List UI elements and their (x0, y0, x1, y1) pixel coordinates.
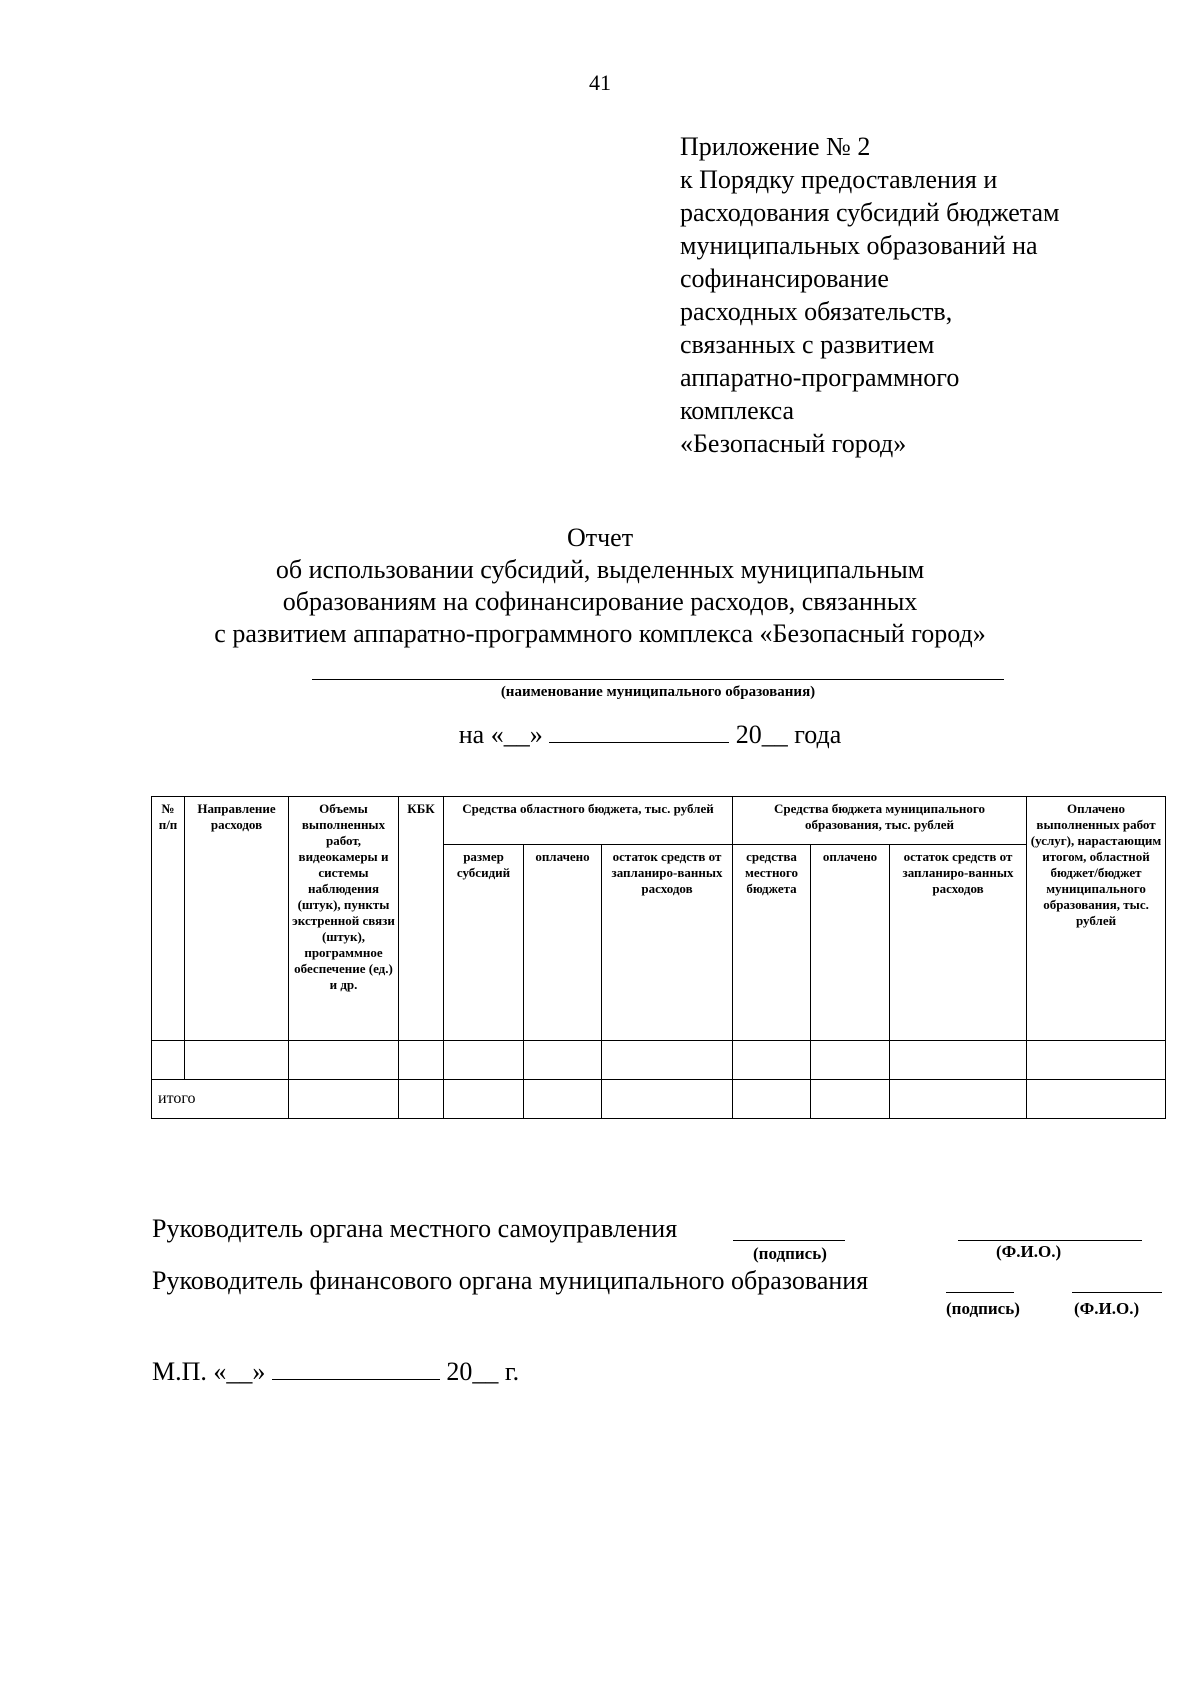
report-title-line: об использовании субсидий, выделенных муниципальным (275, 555, 925, 584)
header-direction: Направление расходов (185, 797, 289, 1041)
table-cell[interactable] (524, 1080, 602, 1119)
header-paid-total: Оплачено выполненных работ (услуг), нарастающим итогом, областной бюджет/бюджет муниципального образования, тыс. рублей (1027, 797, 1166, 1041)
header-volumes: Объемы выполненных работ, видеокамеры и системы наблюдения (штук), пункты экстренной связи (штук), программное обеспечение (ед.) и др. (289, 797, 399, 1041)
table-cell[interactable] (602, 1041, 733, 1080)
header-municipal-group: Средства бюджета муниципального образования, тыс. рублей (733, 797, 1027, 845)
report-title-line: Отчет (566, 523, 634, 552)
signature-head-local-label: Руководитель органа местного самоуправления (152, 1214, 678, 1243)
appendix-block (680, 130, 1059, 460)
table-cell[interactable] (890, 1080, 1027, 1119)
stamp-year: 20__ г. (446, 1357, 520, 1386)
table-cell[interactable] (733, 1041, 811, 1080)
report-date-line (0, 718, 1200, 750)
signature-head-finance-name-field[interactable] (1072, 1292, 1162, 1293)
table-cell[interactable] (733, 1080, 811, 1119)
header-municipal-remainder: остаток средств от запланиро-ванных расходов (890, 845, 1027, 1041)
appendix-line: муниципальных образований на (680, 231, 1038, 260)
table-cell[interactable] (524, 1041, 602, 1080)
table-cell[interactable] (890, 1041, 1027, 1080)
table-cell[interactable] (1027, 1080, 1166, 1119)
table-cell[interactable] (811, 1041, 890, 1080)
table-cell[interactable] (399, 1041, 444, 1080)
table-cell[interactable] (444, 1080, 524, 1119)
table-cell[interactable] (811, 1080, 890, 1119)
header-kbk: КБК (399, 797, 444, 1041)
table-cell[interactable] (602, 1080, 733, 1119)
appendix-line: связанных с развитием (680, 330, 935, 359)
appendix-line: софинансирование (680, 264, 889, 293)
date-day: на «__» (458, 720, 543, 749)
appendix-line: к Порядку предоставления и (680, 165, 998, 194)
stamp-line (152, 1355, 519, 1387)
signature-head-finance-label: Руководитель финансового органа муниципального образования (152, 1266, 869, 1295)
appendix-line: аппаратно-программного (680, 363, 960, 392)
table-cell[interactable] (444, 1041, 524, 1080)
sign-caption: (подпись) (753, 1244, 827, 1263)
report-title (0, 522, 1200, 650)
table-cell[interactable] (152, 1041, 185, 1080)
stamp-month-field[interactable] (272, 1355, 440, 1380)
header-regional-remainder: остаток средств от запланиро-ванных расходов (602, 845, 733, 1041)
table-cell[interactable] (1027, 1041, 1166, 1080)
municipality-caption: (наименование муниципального образования) (500, 684, 816, 700)
header-municipal-funds: средства местного бюджета (733, 845, 811, 1041)
header-regional-subsidy: размер субсидий (444, 845, 524, 1041)
table-row (152, 1041, 1166, 1080)
appendix-line: Приложение № 2 (680, 132, 871, 161)
table-cell[interactable] (289, 1041, 399, 1080)
appendix-line: комплекса (680, 396, 795, 425)
report-title-line: с развитием аппаратно-программного комплекса «Безопасный город» (214, 619, 986, 648)
header-num: № п/п (152, 797, 185, 1041)
signature-head-finance-sign-field[interactable] (946, 1292, 1014, 1293)
date-year: 20__ года (735, 720, 842, 749)
table-cell[interactable] (289, 1080, 399, 1119)
header-regional-group: Средства областного бюджета, тыс. рублей (444, 797, 733, 845)
page-number: 41 (589, 70, 611, 95)
report-table (151, 796, 1166, 1119)
name-caption: (Ф.И.О.) (996, 1242, 1062, 1261)
signature-head-local-name-field[interactable] (958, 1240, 1142, 1241)
sign-caption: (подпись) (946, 1299, 1020, 1318)
date-month-field[interactable] (549, 718, 729, 743)
header-regional-paid: оплачено (524, 845, 602, 1041)
name-caption: (Ф.И.О.) (1074, 1299, 1140, 1318)
stamp-prefix: М.П. «__» (152, 1357, 266, 1386)
report-title-line: образованиям на софинансирование расходов, связанных (282, 587, 918, 616)
table-cell[interactable] (185, 1041, 289, 1080)
total-label: итого (152, 1080, 289, 1119)
header-municipal-paid: оплачено (811, 845, 890, 1041)
signature-head-local-sign-field[interactable] (733, 1240, 845, 1241)
total-row (152, 1080, 1166, 1119)
municipality-name-field[interactable] (312, 679, 1004, 680)
appendix-line: расходных обязательств, (680, 297, 953, 326)
appendix-line: «Безопасный город» (680, 429, 907, 458)
table-cell[interactable] (399, 1080, 444, 1119)
appendix-line: расходования субсидий бюджетам (680, 198, 1060, 227)
